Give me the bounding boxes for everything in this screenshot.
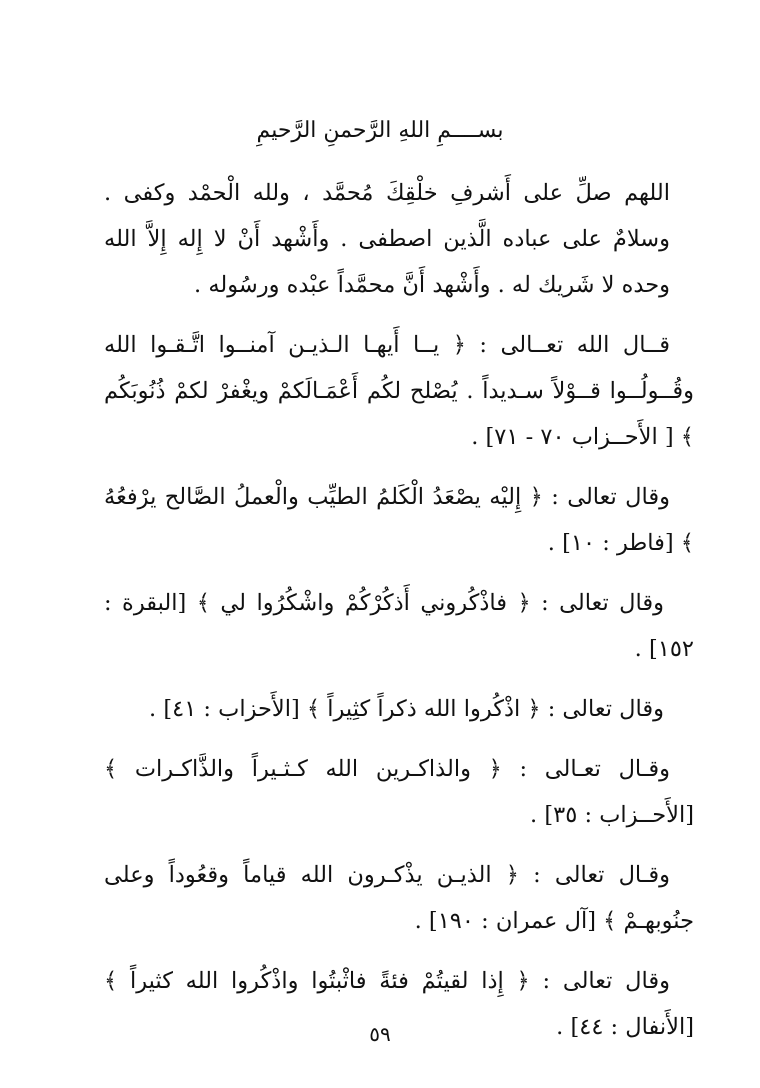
verse-paragraph-ahzab-70: قــال الله تعــالى : ﴿ يــا أَيهـا الـذيـن آمنــوا اتَّـقـوا الله وقُــولُــوا قــوْلاً سـديداً . يُصْلح لكُم أَعْمَـالَكمْ ويغْفرْ لكمْ ذُنُوبَكُم ﴾ [ الأَحــزاب ٧٠ - ٧١] . <box>104 332 694 450</box>
verse-paragraph-imran-190: وقـال تعالى : ﴿ الذيـن يذْكـرون الله قياماً وقعُوداً وعلى جنُوبهـمْ ﴾ [آل عمران : ١٩٠] . <box>104 862 694 934</box>
opening-prayer-paragraph: اللهم صلِّ على أَشرفِ خلْقِكَ مُحمَّد ، ولله الْحمْد وكفى . وسلامٌ على عباده الَّذين اصطفى . وأَشْهد أَنْ لا إِله إِلاَّ الله وحده لا شَريك له . وأَشْهد أَنَّ محمَّداً عبْده ورسُوله . <box>104 180 670 298</box>
verse-paragraph-anfal-44: وقال تعالى : ﴿ إِذا لقيتُمْ فئةً فاثْبتُوا واذْكُروا الله كثيراً ﴾ [الأَنفال : ٤٤] . <box>104 968 694 1040</box>
page-number: ٥٩ <box>369 1022 391 1046</box>
verse-paragraph-ahzab-41: وقال تعالى : ﴿ اذْكُروا الله ذكراً كثِيراً ﴾ [الأَحزاب : ٤١] . <box>149 696 664 722</box>
verse-paragraph-baqara-152: وقال تعالى : ﴿ فاذْكُروني أَذكُرْكُمْ واشْكُرُوا لي ﴾ [البقرة : ١٥٢] . <box>104 590 694 662</box>
basmala-heading: بســــمِ اللهِ الرَّحمنِ الرَّحيمِ <box>256 118 504 143</box>
page-body <box>104 170 694 1064</box>
verse-paragraph-ahzab-35: وقـال تعـالى : ﴿ والذاكـرين الله كـثـيراً والذَّاكـرات ﴾ [الأَحــزاب : ٣٥] . <box>104 756 694 828</box>
verse-paragraph-fatir-10: وقال تعالى : ﴿ إِليْه يصْعَدُ الْكَلمُ الطيِّب والْعملُ الصَّالح يرْفعُهُ ﴾ [فاطر : ١٠] . <box>104 484 694 556</box>
